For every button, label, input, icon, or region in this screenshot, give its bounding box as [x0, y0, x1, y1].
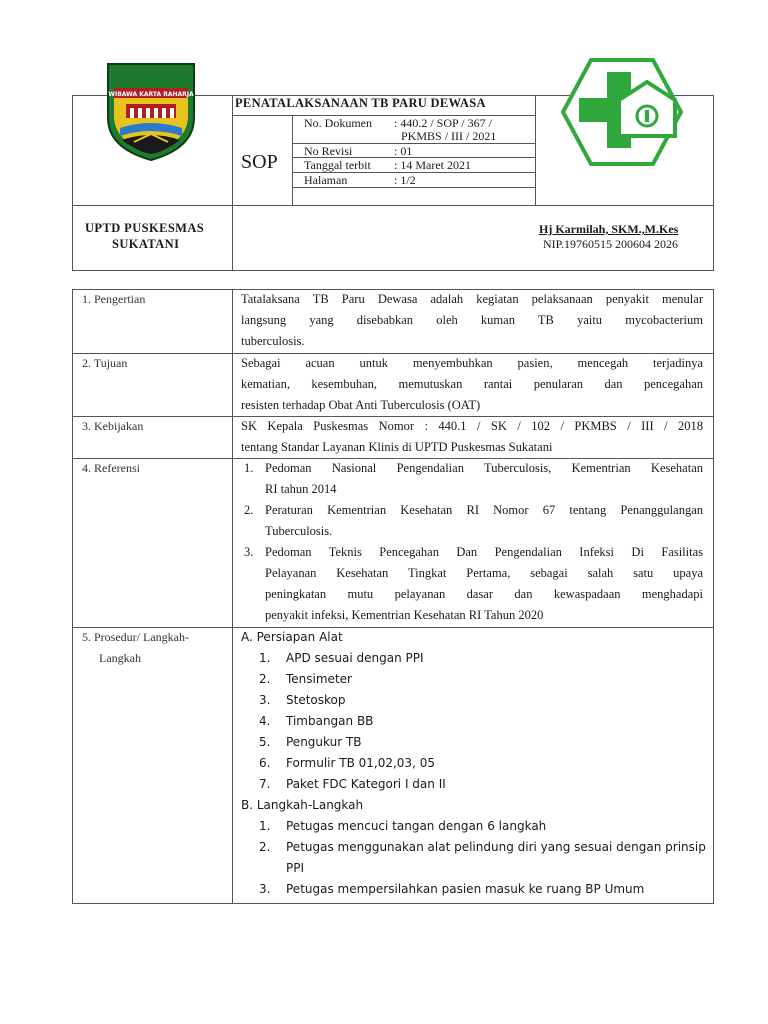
list-item: [241, 648, 707, 669]
subsection-heading-persiapan-alat: A. Persiapan Alat: [241, 630, 343, 644]
section-list-prosedur: [241, 627, 707, 900]
section-text-pengertian: [241, 289, 703, 352]
list-text-cont: PPI: [286, 861, 305, 875]
list-number: 1.: [259, 651, 271, 665]
list-number: 1.: [259, 819, 271, 833]
section-text-tujuan: [241, 353, 703, 416]
field-value-halaman: : 1/2: [394, 173, 416, 187]
list-item: [241, 816, 707, 837]
list-text: Tensimeter: [286, 672, 352, 686]
org-name-line2: SUKATANI: [112, 237, 180, 251]
field-value-no-dokumen-cont: PKMBS / III / 2021: [401, 129, 497, 143]
text-line: Pedoman Nasional Pengendalian Tuberculosis, Kementrian Kesehatan: [265, 461, 703, 475]
text-line: Tuberculosis.: [265, 524, 333, 538]
list-number: 2.: [244, 503, 254, 517]
list-number: 4.: [259, 714, 271, 728]
list-item: [241, 774, 707, 795]
puskesmas-logo: [561, 58, 683, 166]
list-item: [241, 669, 707, 690]
list-item: [241, 837, 707, 879]
list-number: 7.: [259, 777, 271, 791]
org-name-line1: UPTD PUSKESMAS: [85, 221, 205, 235]
list-number: 3.: [244, 545, 254, 559]
list-number: 5.: [259, 735, 271, 749]
section-label-referensi: 4. Referensi: [82, 461, 140, 475]
list-text: Stetoskop: [286, 693, 346, 707]
field-value-no-dokumen: : 440.2 / SOP / 367 /: [394, 116, 492, 130]
section-label-pengertian: 1. Pengertian: [82, 292, 146, 306]
text-line: Tatalaksana TB Paru Dewasa adalah kegiatan pelaksanaan penyakit menular: [241, 292, 703, 306]
field-label-tanggal-terbit: Tanggal terbit: [304, 158, 371, 172]
list-number: 3.: [259, 882, 271, 896]
label-line: Langkah: [99, 651, 141, 665]
list-number: 6.: [259, 756, 271, 770]
section-label-prosedur: [82, 627, 189, 669]
text-line: penyakit infeksi, Kementrian Kesehatan RI Tahun 2020: [265, 608, 544, 622]
text-line: Pelayanan Kesehatan Tingkat Pertama, sebagai salah satu upaya: [265, 566, 703, 580]
text-line: Peraturan Kementrian Kesehatan RI Nomor 67 tentang Penanggulangan: [265, 503, 703, 517]
text-line: Pedoman Teknis Pencegahan Dan Pengendalian Infeksi Di Fasilitas: [265, 545, 703, 559]
field-label-no-dokumen: No. Dokumen: [304, 116, 372, 130]
label-line: 5. Prosedur/ Langkah-: [82, 630, 189, 644]
list-number: 3.: [259, 693, 271, 707]
text-line: RI tahun 2014: [265, 482, 337, 496]
list-item: [241, 542, 703, 626]
text-line: peningkatan mutu pelayanan dasar dan kewaspadaan menghadapi: [265, 587, 703, 601]
list-item: [241, 711, 707, 732]
field-value-no-revisi: : 01: [394, 144, 413, 158]
sop-label: SOP: [241, 151, 278, 173]
list-text: Petugas mempersilahkan pasien masuk ke ruang BP Umum: [286, 882, 645, 896]
list-item: [241, 458, 703, 500]
subsection-heading-langkah: B. Langkah-Langkah: [241, 798, 364, 812]
list-item: [241, 879, 707, 900]
regional-emblem-logo: [104, 58, 198, 162]
list-number: 1.: [244, 461, 254, 475]
list-text: Petugas mencuci tangan dengan 6 langkah: [286, 819, 547, 833]
section-label-kebijakan: 3. Kebijakan: [82, 419, 144, 433]
text-line: kematian, kesembuhan, memutuskan rantai penularan dan pencegahan: [241, 377, 703, 391]
signer-name: Hj Karmilah, SKM.,M.Kes: [539, 222, 679, 236]
text-line: langsung yang disebabkan oleh kuman TB yaitu mycobacterium: [241, 313, 703, 327]
text-line: Sebagai acuan untuk menyembuhkan pasien, mencegah terjadinya: [241, 356, 703, 370]
text-line: SK Kepala Puskesmas Nomor : 440.1 / SK / 102 / PKMBS / III / 2018: [241, 419, 703, 433]
section-label-tujuan: 2. Tujuan: [82, 356, 128, 370]
list-item: [241, 690, 707, 711]
list-number: 2.: [259, 840, 271, 854]
text-line: tentang Standar Layanan Klinis di UPTD Puskesmas Sukatani: [241, 440, 553, 454]
field-label-halaman: Halaman: [304, 173, 348, 187]
emblem-motto: WIBAWA KARTA RAHARJA: [108, 91, 194, 98]
signer-nip: NIP.19760515 200604 2026: [543, 237, 679, 251]
list-text: Paket FDC Kategori I dan II: [286, 777, 446, 791]
list-number: 2.: [259, 672, 271, 686]
list-text: Formulir TB 01,02,03, 05: [286, 756, 435, 770]
field-value-tanggal-terbit: : 14 Maret 2021: [394, 158, 471, 172]
list-text: APD sesuai dengan PPI: [286, 651, 424, 665]
list-item: [241, 500, 703, 542]
text-line: tuberculosis.: [241, 334, 305, 348]
list-text: Timbangan BB: [286, 714, 374, 728]
list-item: [241, 732, 707, 753]
section-text-kebijakan: [241, 416, 703, 458]
section-list-referensi: [241, 458, 703, 626]
list-item: [241, 753, 707, 774]
document-title: PENATALAKSANAAN TB PARU DEWASA: [235, 96, 486, 110]
text-line: resisten terhadap Obat Anti Tuberculosis (OAT): [241, 398, 481, 412]
list-text: Petugas menggunakan alat pelindung diri yang sesuai dengan prinsip: [286, 840, 706, 854]
field-label-no-revisi: No Revisi: [304, 144, 353, 158]
list-text: Pengukur TB: [286, 735, 362, 749]
